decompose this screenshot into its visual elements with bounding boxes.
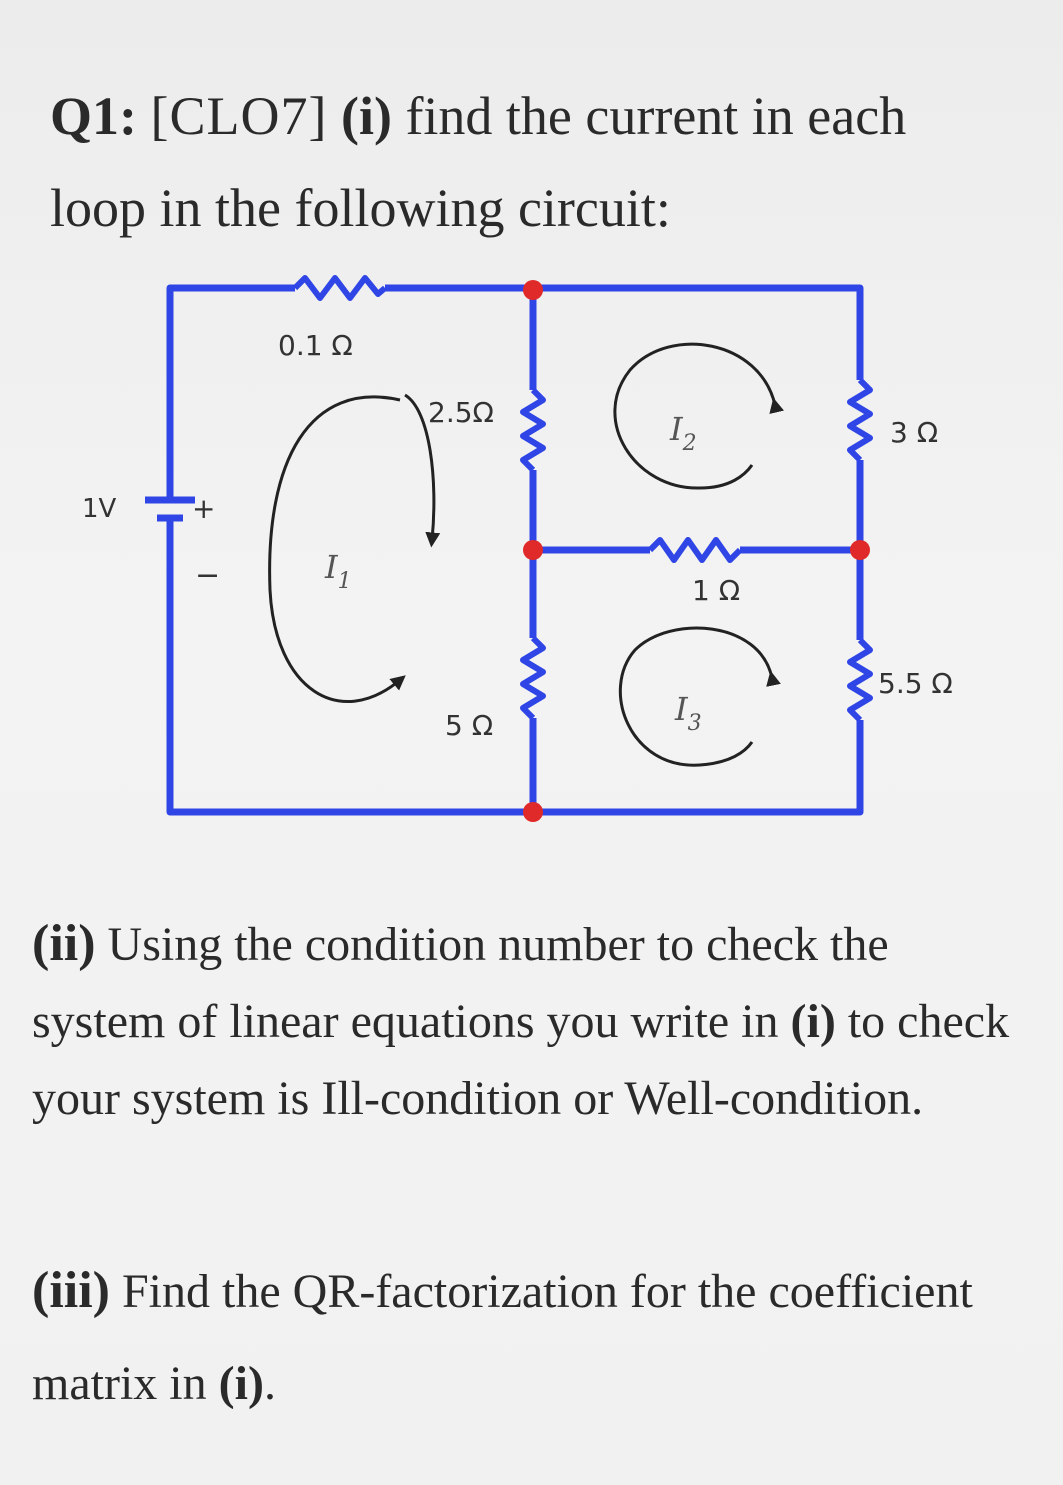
part-ii-label: (ii) [32, 915, 96, 972]
node-center-right [850, 540, 870, 560]
part-iii-text-a: Find the QR-factorization for the coefficient matrix in [32, 1265, 973, 1410]
battery-minus-sign: − [195, 558, 221, 593]
node-top-middle [523, 280, 543, 300]
question-heading [50, 70, 1030, 254]
wire-top-right [533, 288, 860, 380]
battery-plus-sign: + [192, 492, 216, 525]
battery-voltage-label: 1V [82, 494, 117, 524]
wire-top-left [170, 288, 295, 500]
clo-tag: [CLO7] [150, 86, 328, 146]
node-center-left [523, 540, 543, 560]
resistor-5-5-ohm [850, 640, 870, 720]
resistor-2-5-ohm [523, 390, 543, 470]
label-1-ohm: 1 Ω [692, 574, 741, 607]
part-ii-text-a: Using the condition number to check the system of linear equations you write in [32, 918, 889, 1048]
wire-left-lower [170, 565, 533, 812]
part-i-label: (i) [340, 86, 392, 146]
label-0-1-ohm: 0.1 Ω [278, 329, 353, 362]
part-ii-paragraph [32, 905, 1022, 1137]
resistor-0-1-ohm [295, 278, 385, 298]
part-iii-ref: (i) [218, 1357, 264, 1410]
label-5-ohm: 5 Ω [445, 709, 494, 742]
resistor-3-ohm [850, 380, 870, 460]
circuit-wires [170, 288, 860, 812]
part-i-text-line1: find the current in each [405, 86, 907, 146]
part-i-text-line2: loop in the following circuit: [50, 178, 671, 238]
part-iii-label: (iii) [32, 1262, 110, 1319]
resistor-5-ohm [523, 638, 543, 718]
loop-arrow-i3 [620, 628, 772, 765]
part-iii-paragraph [32, 1245, 1022, 1430]
part-iii-text-b: . [263, 1357, 276, 1410]
circuit-diagram [60, 260, 1000, 860]
label-3-ohm: 3 Ω [890, 416, 939, 449]
label-5-5-ohm: 5.5 Ω [878, 667, 953, 700]
loop-arrow-i2 [615, 344, 775, 488]
part-ii-ref: (i) [790, 995, 836, 1048]
label-2-5-ohm: 2.5Ω [428, 396, 494, 429]
loop-label-i1: $I_1$ [325, 548, 352, 594]
question-number: Q1: [50, 86, 137, 146]
loop-label-i2: $I_2$ [670, 410, 697, 456]
node-bottom-middle [523, 802, 543, 822]
battery-icon [145, 500, 195, 565]
part-ii-text-b: to check your system is Ill-condition or Well-condition. [32, 995, 1010, 1125]
loop-label-i3: $I_3$ [675, 690, 702, 736]
resistor-1-ohm [650, 540, 740, 560]
